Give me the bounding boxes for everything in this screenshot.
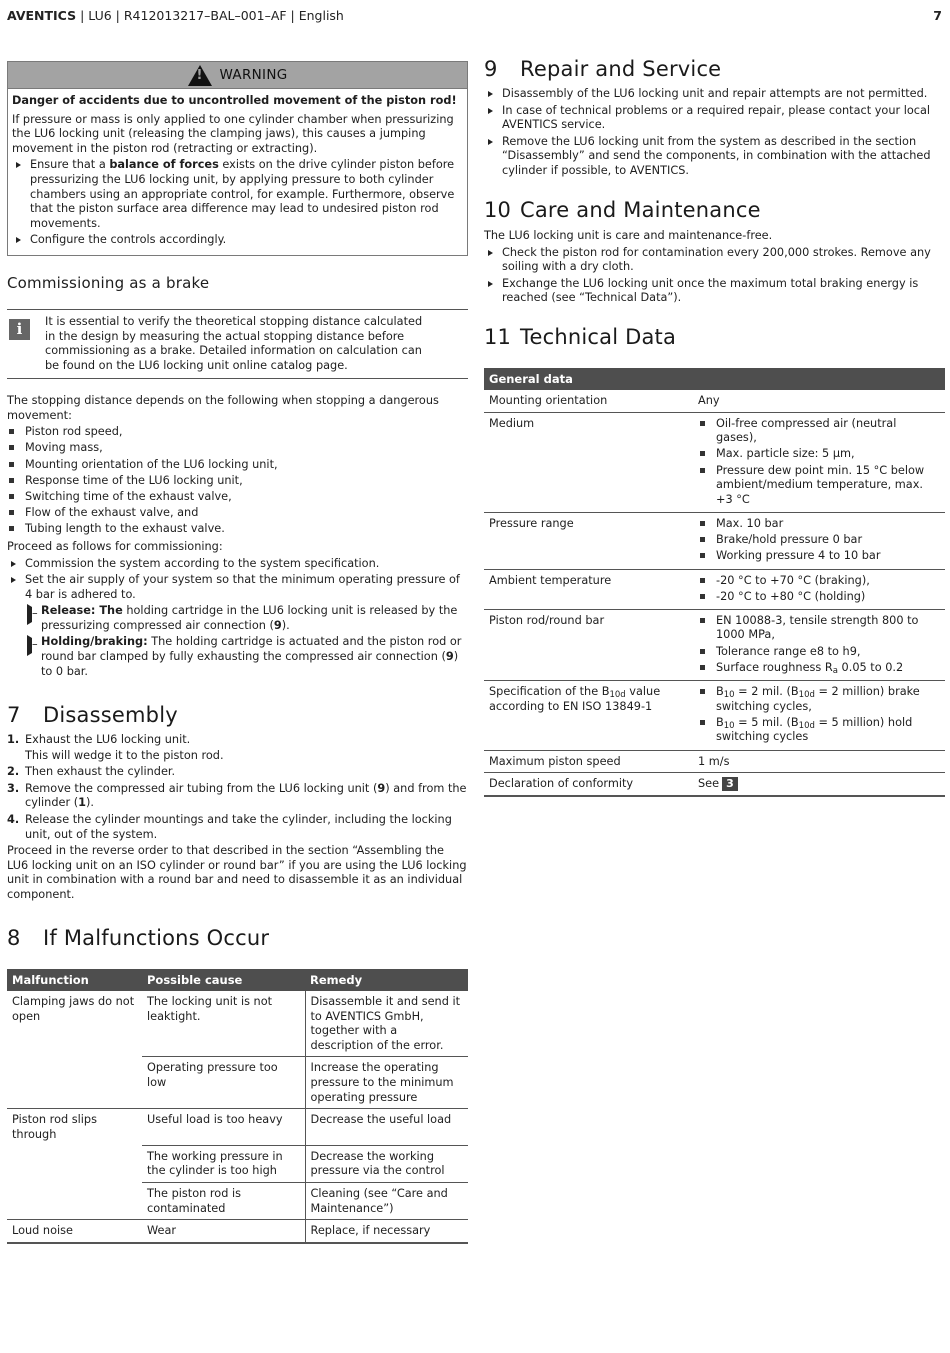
param-value: EN 10088-3, tensile strength 800 to 1000 MPa, Tolerance range e8 to h9, Surface roughness $R_a$ 0.05 to 0.2 bbox=[693, 609, 945, 680]
commissioning-title: Commissioning as a brake bbox=[7, 274, 210, 292]
disassembly-step: 4. Release the cylinder mountings and take the cylinder, including the locking unit, out of the system. bbox=[7, 812, 452, 841]
warning-text: If pressure or mass is only applied to one cylinder chamber when pressurizing the LU6 locking unit (releasing the clamping jaws), this causes a jumping movement in the piston rod (retracting or extracting). bbox=[12, 112, 454, 155]
document-id: | LU6 | R412013217–BAL–001–AF | English bbox=[76, 8, 344, 23]
proceed-text: Proceed as follows for commissioning: bbox=[7, 539, 223, 553]
care-body bbox=[484, 229, 945, 308]
param-label: Declaration of conformity bbox=[484, 773, 693, 796]
col-header: Possible cause bbox=[142, 969, 305, 991]
table-row bbox=[7, 1109, 468, 1146]
param-value: See 3 bbox=[693, 773, 945, 796]
col-header: Malfunction bbox=[7, 969, 142, 991]
malfunction-cell: Clamping jaws do not open bbox=[12, 995, 135, 1023]
param-value: Any bbox=[693, 390, 945, 412]
page-header bbox=[7, 9, 942, 27]
remedy-cell: Increase the operating pressure to the minimum operating pressure bbox=[305, 1057, 468, 1109]
table-row bbox=[484, 750, 945, 773]
param-value: 1 m/s bbox=[693, 750, 945, 773]
param-label: Maximum piston speed bbox=[484, 750, 693, 773]
commission-step-1: Commission the system according to the system specification. bbox=[7, 557, 468, 572]
table-header-row bbox=[484, 368, 945, 390]
malfunction-table-wrap bbox=[7, 969, 468, 1244]
warning-label: WARNING bbox=[219, 66, 288, 83]
stopping-intro: The stopping distance depends on the following when stopping a dangerous movement: bbox=[7, 394, 439, 422]
warning-actions bbox=[12, 158, 463, 248]
warning-header bbox=[8, 62, 467, 89]
param-value: Oil-free compressed air (neutral gases), Max. particle size: 5 µm, Pressure dew point min. 15 °C below ambient/medium temperature, max. +3 °C bbox=[693, 412, 945, 512]
care-item: Check the piston rod for contamination every 200,000 strokes. Remove any soiling with a dry cloth. bbox=[484, 246, 945, 275]
warning-action-2: Configure the controls accordingly. bbox=[12, 233, 463, 248]
pressure-states bbox=[25, 604, 468, 679]
malfunction-cell bbox=[7, 1057, 142, 1109]
remedy-cell: Disassemble it and send it to AVENTICS GmbH, together with a description of the error. bbox=[305, 991, 468, 1057]
param-label: Medium bbox=[484, 412, 693, 512]
table-row bbox=[484, 773, 945, 796]
cause-cell: Operating pressure too low bbox=[142, 1057, 305, 1109]
warning-box bbox=[7, 61, 468, 256]
holding-state: – Holding/braking: The holding cartridge is actuated and the piston rod or round bar clamped by fully exhausting the compressed air connection (9) to 0 bar. bbox=[25, 635, 468, 679]
disassembly-step: 1. Exhaust the LU6 locking unit. This will wedge it to the piston rod. bbox=[7, 733, 224, 762]
malfunction-table bbox=[7, 969, 468, 1244]
reference-badge: 3 bbox=[722, 777, 738, 791]
param-label: Mounting orientation bbox=[484, 390, 693, 412]
malfunction-cell: Piston rod slips through bbox=[12, 1113, 97, 1141]
repair-body bbox=[484, 87, 945, 181]
release-state: – Release: The holding cartridge in the LU6 locking unit is released by the pressurizing compressed air connection (9). bbox=[25, 604, 468, 633]
param-value: $B_{10} = 2$ mil. ($B_{10d} = 2$ million) brake switching cycles, $B_{10} = 5$ mil. ($B_{10d} = 5$ million) hold switching cycles bbox=[693, 681, 945, 751]
brand-name: AVENTICS bbox=[7, 8, 77, 23]
info-icon: i bbox=[9, 319, 30, 340]
table-row bbox=[484, 681, 945, 751]
repair-item: Disassembly of the LU6 locking unit and repair attempts are not permitted. bbox=[484, 87, 945, 102]
table-row bbox=[7, 1057, 468, 1109]
care-item: Exchange the LU6 locking unit once the maximum total braking energy is reached (see “Technical Data”). bbox=[484, 277, 945, 306]
factor-item: Tubing length to the exhaust valve. bbox=[7, 522, 468, 537]
warning-title: Danger of accidents due to uncontrolled movement of the piston rod! bbox=[12, 94, 457, 107]
cause-cell: The working pressure in the cylinder is too high bbox=[142, 1145, 305, 1182]
param-label: Pressure range bbox=[484, 512, 693, 569]
table-row bbox=[484, 569, 945, 609]
malfunction-cell bbox=[7, 1145, 142, 1182]
remedy-cell: Decrease the working pressure via the control bbox=[305, 1145, 468, 1182]
col-header: Remedy bbox=[305, 969, 468, 991]
commissioning-steps bbox=[7, 557, 468, 680]
warning-action-1: Ensure that a balance of forces exists on the drive cylinder piston before pressurizing the LU6 locking unit, by applying pressure to both cylinder chambers using an appropriate control, for example. Furthermore, observe that the piston surface area difference may lead to undesired piston rod movements. bbox=[12, 158, 463, 231]
care-list bbox=[484, 246, 945, 306]
section-care-title: 10 Care and Maintenance bbox=[484, 198, 761, 222]
remedy-cell: Decrease the useful load bbox=[305, 1109, 468, 1146]
factor-item: Moving mass, bbox=[7, 441, 468, 456]
commissioning-body bbox=[7, 394, 468, 681]
disassembly-step: 3. Remove the compressed air tubing from the LU6 locking unit (9) and from the cylinder (1). bbox=[7, 781, 467, 810]
param-label: Specification of the $B_{10d}$ value according to EN ISO 13849-1 bbox=[484, 681, 693, 751]
page-number: 7 bbox=[933, 8, 942, 23]
factor-item: Piston rod speed, bbox=[7, 425, 468, 440]
param-label: Piston rod/round bar bbox=[484, 609, 693, 680]
factor-item: Switching time of the exhaust valve, bbox=[7, 490, 468, 505]
table-row bbox=[7, 1145, 468, 1182]
techdata-table-wrap bbox=[484, 368, 945, 797]
cause-cell: The locking unit is not leaktight. bbox=[142, 991, 305, 1057]
section-disassembly-title: 7 Disassembly bbox=[7, 703, 178, 727]
repair-list bbox=[484, 87, 945, 179]
stopping-factors bbox=[7, 425, 468, 537]
malfunction-cell bbox=[7, 1183, 142, 1220]
remedy-cell: Replace, if necessary bbox=[305, 1220, 468, 1243]
table-row bbox=[484, 609, 945, 680]
table-header-row bbox=[7, 969, 468, 991]
info-note bbox=[7, 309, 468, 379]
factor-item: Response time of the LU6 locking unit, bbox=[7, 474, 468, 489]
factor-item: Flow of the exhaust valve, and bbox=[7, 506, 468, 521]
table-row bbox=[7, 1183, 468, 1220]
section-repair-title: 9 Repair and Service bbox=[484, 57, 722, 81]
section-malfunctions-title: 8 If Malfunctions Occur bbox=[7, 926, 270, 950]
cause-cell: Useful load is too heavy bbox=[142, 1109, 305, 1146]
col-header: General data bbox=[484, 368, 945, 390]
reverse-note: Proceed in the reverse order to that described in the section “Assembling the LU6 locking unit on an ISO cylinder or round bar” if you are using the LU6 locking unit in combination with a round bar and need to disassemble it as an individual component. bbox=[7, 844, 467, 901]
table-row bbox=[484, 512, 945, 569]
param-value: Max. 10 bar Brake/hold pressure 0 bar Working pressure 4 to 10 bar bbox=[693, 512, 945, 569]
table-row bbox=[7, 991, 468, 1057]
disassembly-steps bbox=[7, 733, 468, 842]
warning-triangle-icon bbox=[188, 65, 212, 86]
disassembly-step: 2. Then exhaust the cylinder. bbox=[7, 765, 176, 779]
cause-cell: The piston rod is contaminated bbox=[142, 1183, 305, 1220]
factor-item: Mounting orientation of the LU6 locking unit, bbox=[7, 458, 468, 473]
table-row bbox=[484, 390, 945, 412]
section-techdata-title: 11 Technical Data bbox=[484, 325, 677, 349]
commission-step-2: Set the air supply of your system so that the minimum operating pressure of 4 bar is adhered to. – Release: The holding cartridge in the LU6 locking unit is released by the pressurizing compressed air connection (9). – Holding/braking: The holding cartridge is actuated and the piston rod or round bar clamped by fully exhausting the compressed air connection (9) to 0 bar. bbox=[7, 573, 468, 679]
techdata-table bbox=[484, 368, 945, 797]
cause-cell: Wear bbox=[142, 1220, 305, 1243]
table-row bbox=[484, 412, 945, 512]
info-note-text: It is essential to verify the theoretical stopping distance calculated in the design by measuring the actual stopping distance before commissioning as a brake. Detailed information on calculation can be found on the LU6 locking unit online catalog page. bbox=[45, 315, 423, 372]
remedy-cell: Cleaning (see “Care and Maintenance”) bbox=[305, 1183, 468, 1220]
warning-body bbox=[8, 89, 467, 255]
care-intro: The LU6 locking unit is care and maintenance-free. bbox=[484, 229, 773, 242]
disassembly-body bbox=[7, 733, 468, 905]
repair-item: Remove the LU6 locking unit from the system as described in the section “Disassembly” and send the components, in combination with the attached cylinder if possible, to AVENTICS. bbox=[484, 135, 945, 179]
malfunction-cell: Loud noise bbox=[7, 1220, 142, 1243]
table-row bbox=[7, 1220, 468, 1243]
param-value: -20 °C to +70 °C (braking), -20 °C to +80 °C (holding) bbox=[693, 569, 945, 609]
repair-item: In case of technical problems or a required repair, please contact your local AVENTICS service. bbox=[484, 104, 945, 133]
param-label: Ambient temperature bbox=[484, 569, 693, 609]
